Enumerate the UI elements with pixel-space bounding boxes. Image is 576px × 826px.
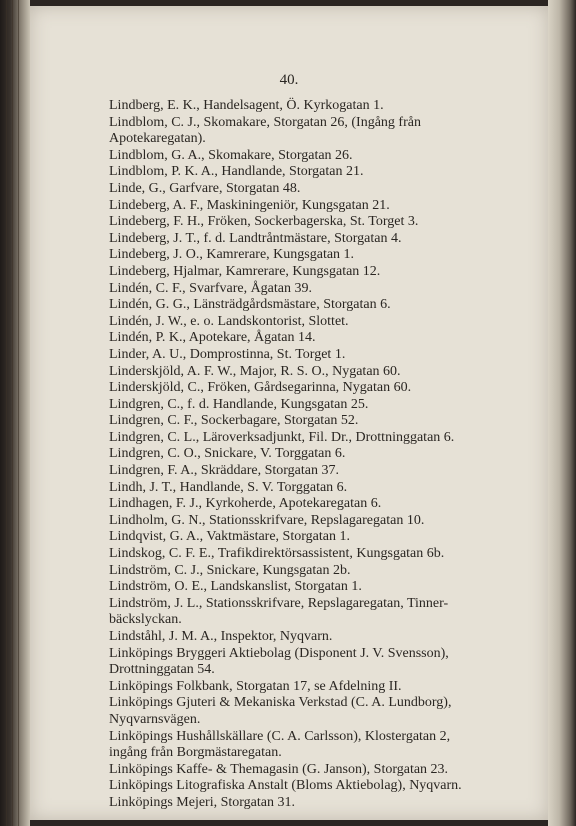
entry-continuation: Apotekaregatan).	[109, 131, 206, 147]
entry-text: Lindeberg, A. F., Maskiningeniör, Kungsgatan 21.	[109, 197, 390, 213]
directory-entry	[109, 380, 528, 397]
entry-text: Linköpings Kaffe- & Themagasin (G. Janson), Storgatan 23.	[109, 761, 449, 777]
directory-entry	[109, 679, 528, 696]
entry-text: Lindén, G. G., Länsträdgårdsmästare, Storgatan 6.	[109, 297, 391, 313]
entry-text: Lindén, J. W., e. o. Landskontorist, Slottet.	[109, 313, 349, 329]
entry-text: Lindeberg, F. H., Fröken, Sockerbagerska, St. Torget 3.	[109, 214, 419, 230]
directory-entry	[109, 695, 528, 728]
entry-text: Linköpings Bryggeri Aktiebolag (Disponent J. V. Svensson),	[109, 645, 449, 661]
directory-entry	[109, 181, 528, 198]
directory-entry	[109, 629, 528, 646]
directory-entry	[109, 330, 528, 347]
directory-entry	[109, 413, 528, 430]
entry-text: Linköpings Folkbank, Storgatan 17, se Afdelning II.	[109, 678, 402, 694]
entry-continuation: Drottninggatan 54.	[109, 662, 215, 678]
entry-continuation: bäckslyckan.	[109, 612, 182, 628]
entry-text: Lindgren, C. O., Snickare, V. Torggatan 6.	[109, 446, 346, 462]
book-spine-edge	[0, 0, 30, 826]
directory-entry	[109, 529, 528, 546]
entry-text: Lindblom, G. A., Skomakare, Storgatan 26.	[109, 147, 353, 163]
entry-text: Lindblom, P. K. A., Handlande, Storgatan 21.	[109, 164, 364, 180]
directory-entry	[109, 281, 528, 298]
entry-text: Linder, A. U., Domprostinna, St. Torget 1.	[109, 346, 346, 362]
directory-entry	[109, 115, 528, 148]
entry-text: Lindström, J. L., Stationsskrifvare, Repslagaregatan, Tinner-	[109, 595, 449, 611]
directory-entry	[109, 297, 528, 314]
entry-text: Lindgren, C., f. d. Handlande, Kungsgatan 25.	[109, 396, 369, 412]
directory-entry	[109, 148, 528, 165]
entry-text: Lindberg, E. K., Handelsagent, Ö. Kyrkogatan 1.	[109, 98, 384, 113]
entry-text: Lindgren, F. A., Skräddare, Storgatan 37.	[109, 463, 339, 479]
directory-entry	[109, 596, 528, 629]
directory-entry	[109, 546, 528, 563]
entry-text: Linköpings Hushållskällare (C. A. Carlsson), Klostergatan 2,	[109, 728, 451, 744]
directory-entry	[109, 579, 528, 596]
entry-text: Lindén, P. K., Apotekare, Ågatan 14.	[109, 330, 316, 346]
directory-entry	[109, 463, 528, 480]
entry-text: Lindeberg, J. O., Kamrerare, Kungsgatan 1.	[109, 247, 355, 263]
entry-text: Lindén, C. F., Svarfvare, Ågatan 39.	[109, 280, 312, 296]
directory-entry	[109, 214, 528, 231]
directory-entry	[109, 778, 528, 795]
entry-text: Linderskjöld, C., Fröken, Gårdsegarinna, Nygatan 60.	[109, 380, 412, 396]
entry-text: Lindgren, C. L., Läroverksadjunkt, Fil. Dr., Drottninggatan 6.	[109, 429, 455, 445]
directory-entry	[109, 397, 528, 414]
entry-text: Lindqvist, G. A., Vaktmästare, Storgatan 1.	[109, 529, 350, 545]
directory-entry	[109, 513, 528, 530]
entry-continuation: Nyqvarnsvägen.	[109, 711, 201, 727]
entry-text: Linde, G., Garfvare, Storgatan 48.	[109, 180, 301, 196]
entry-text: Linköpings Gjuteri & Mekaniska Verkstad (C. A. Lundborg),	[109, 695, 452, 711]
entry-text: Lindhagen, F. J., Kyrkoherde, Apotekaregatan 6.	[109, 496, 382, 512]
directory-entries	[109, 98, 528, 812]
directory-entry	[109, 264, 528, 281]
directory-entry	[109, 231, 528, 248]
directory-entry	[109, 496, 528, 513]
entry-text: Lindståhl, J. M. A., Inspektor, Nyqvarn.	[109, 629, 333, 644]
entry-text: Linköpings Mejeri, Storgatan 31.	[109, 794, 295, 810]
entry-text: Lindgren, C. F., Sockerbagare, Storgatan 52.	[109, 413, 359, 429]
directory-entry	[109, 446, 528, 463]
directory-entry	[109, 762, 528, 779]
directory-entry	[109, 795, 528, 812]
directory-entry	[109, 729, 528, 762]
entry-text: Lindh, J. T., Handlande, S. V. Torggatan 6.	[109, 479, 348, 495]
directory-entry	[109, 198, 528, 215]
directory-entry	[109, 164, 528, 181]
entry-text: Lindström, O. E., Landskanslist, Storgatan 1.	[109, 579, 362, 595]
directory-entry	[109, 347, 528, 364]
entry-text: Lindeberg, J. T., f. d. Landtråntmästare, Storgatan 4.	[109, 230, 402, 246]
directory-entry	[109, 364, 528, 381]
entry-text: Lindblom, C. J., Skomakare, Storgatan 26, (Ingång från	[109, 114, 421, 130]
entry-text: Linköpings Litografiska Anstalt (Bloms Aktiebolag), Nyqvarn.	[109, 778, 462, 794]
entry-text: Lindholm, G. N., Stationsskrifvare, Repslagaregatan 10.	[109, 512, 425, 528]
entry-text: Lindskog, C. F. E., Trafikdirektörsassistent, Kungsgatan 6b.	[109, 546, 445, 562]
directory-entry	[109, 646, 528, 679]
directory-entry	[109, 247, 528, 264]
directory-entry	[109, 98, 528, 115]
page-stack-edge	[548, 0, 576, 826]
entry-text: Lindström, C. J., Snickare, Kungsgatan 2b.	[109, 562, 351, 578]
entry-text: Linderskjöld, A. F. W., Major, R. S. O., Nygatan 60.	[109, 363, 401, 379]
book-page	[30, 6, 548, 820]
page-number: 40.	[279, 72, 299, 88]
entry-text: Lindeberg, Hjalmar, Kamrerare, Kungsgatan 12.	[109, 263, 381, 279]
directory-entry	[109, 314, 528, 331]
directory-entry	[109, 430, 528, 447]
directory-entry	[109, 563, 528, 580]
entry-continuation: ingång från Borgmästaregatan.	[109, 745, 282, 761]
directory-entry	[109, 480, 528, 497]
